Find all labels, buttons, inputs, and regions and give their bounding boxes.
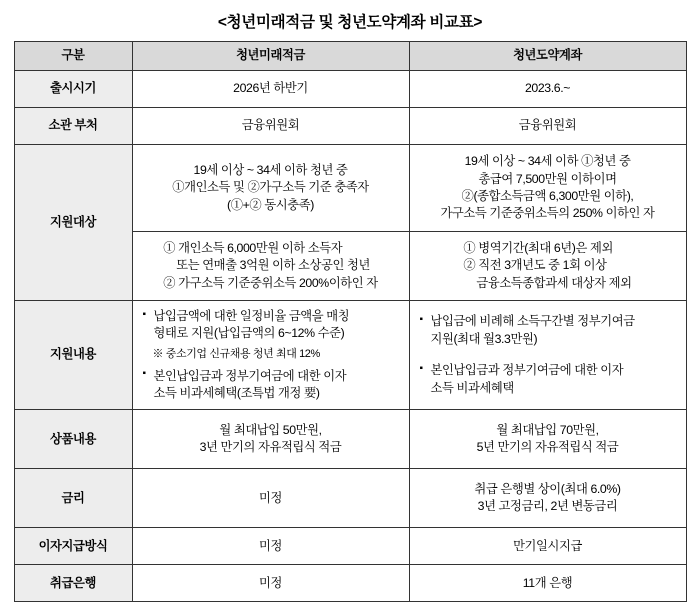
eligibility-b-line2: 총급여 7,500만원 이하이며 xyxy=(478,171,617,186)
eligibility-b-detail1: ① 병역기간(최대 6년)은 제외 xyxy=(463,240,613,255)
support-a-note: ※ 중소기업 신규채용 청년 최대 12% xyxy=(152,347,320,360)
cell-handling-banks-b: 11개 은행 xyxy=(409,565,686,602)
support-a-bullet1-line2: 형태로 지원(납입금액의 6~12% 수준) xyxy=(153,326,345,341)
product-b-line2: 5년 만기의 자유적립식 적금 xyxy=(476,440,619,455)
support-a-bullet1 xyxy=(143,308,400,343)
column-header-product-a: 청년미래적금 xyxy=(132,42,409,71)
table-row xyxy=(14,565,686,602)
support-a-bullet1-line1: 납입금액에 대한 일정비율 금액을 매칭 xyxy=(153,309,350,323)
eligibility-b-line3: ②(종합소득금액 6,300만원 이하), xyxy=(461,189,634,203)
cell-interest-rate-a: 미정 xyxy=(132,469,409,528)
cell-authority-a: 금융위원회 xyxy=(132,108,409,145)
table-header-row xyxy=(14,42,686,71)
table-row xyxy=(14,528,686,565)
table-row xyxy=(14,410,686,469)
product-a-line2: 3년 만기의 자유적립식 적금 xyxy=(199,440,342,455)
eligibility-a-detail1: ① 개인소득 6,000만원 이하 소득자 xyxy=(163,240,343,255)
support-b-bullet2 xyxy=(420,362,677,397)
page-title: <청년미래적금 및 청년도약계좌 비교표> xyxy=(217,14,483,31)
support-a-bullet2-line1: 본인납입금과 정부기여금에 대한 이자 xyxy=(153,368,347,383)
cell-product-detail-b xyxy=(409,410,686,469)
row-label-launch-date: 출시시기 xyxy=(14,71,132,108)
row-label-interest-payment: 이자지급방식 xyxy=(14,528,132,565)
cell-support-content-b xyxy=(409,301,686,410)
cell-interest-payment-a: 미정 xyxy=(132,528,409,565)
table-row xyxy=(14,469,686,528)
support-b-bullet1-line1: 납입금에 비례해 소득구간별 정부기여금 xyxy=(430,314,635,329)
cell-eligibility-a-top xyxy=(132,145,409,232)
eligibility-a-detail2: 또는 연매출 3억원 이하 소상공인 청년 xyxy=(176,258,370,273)
table-row xyxy=(14,145,686,232)
cell-handling-banks-a: 미정 xyxy=(132,565,409,602)
support-a-bullet2-line2: 소득 비과세혜택(조특법 개정 要) xyxy=(153,385,320,400)
cell-launch-date-a: 2026년 하반기 xyxy=(132,71,409,108)
column-header-product-b: 청년도약계좌 xyxy=(409,42,686,71)
cell-eligibility-b-bottom xyxy=(409,232,686,301)
table-body xyxy=(14,71,686,602)
table-row xyxy=(14,71,686,108)
interest-b-line1: 취급 은행별 상이(최대 6.0%) xyxy=(474,481,621,496)
support-b-bullet1-line2: 지원(최대 월3.3만원) xyxy=(430,331,538,346)
table-header xyxy=(14,42,686,71)
row-label-authority: 소관 부처 xyxy=(14,108,132,145)
cell-authority-b: 금융위원회 xyxy=(409,108,686,145)
eligibility-b-detail2: ② 직전 3개년도 중 1회 이상 xyxy=(463,258,607,273)
support-b-bullet2-line2: 소득 비과세혜택 xyxy=(430,380,514,395)
eligibility-a-line3: (①+② 동시충족) xyxy=(227,197,314,212)
eligibility-a-detail3: ② 가구소득 기준중위소득 200%이하인 자 xyxy=(163,275,378,290)
cell-interest-payment-b: 만기일시지급 xyxy=(409,528,686,565)
eligibility-b-line1: 19세 이상 ~ 34세 이하 ①청년 중 xyxy=(464,154,631,169)
cell-launch-date-b: 2023.6.~ xyxy=(409,71,686,108)
row-label-eligibility: 지원대상 xyxy=(14,145,132,301)
interest-b-line2: 3년 고정금리, 2년 변동금리 xyxy=(477,499,618,514)
cell-support-content-a xyxy=(132,301,409,410)
eligibility-a-line2: ①개인소득 및 ②가구소득 기준 충족자 xyxy=(172,180,369,195)
row-label-product-detail: 상품내용 xyxy=(14,410,132,469)
product-b-line1: 월 최대납입 70만원, xyxy=(496,422,599,437)
product-a-line1: 월 최대납입 50만원, xyxy=(219,422,322,437)
table-row xyxy=(14,108,686,145)
cell-product-detail-a xyxy=(132,410,409,469)
support-b-bullet2-line1: 본인납입금과 정부기여금에 대한 이자 xyxy=(430,363,624,378)
support-b-bullet1 xyxy=(420,313,677,348)
cell-interest-rate-b xyxy=(409,469,686,528)
column-header-category: 구분 xyxy=(14,42,132,71)
support-a-bullet2 xyxy=(143,368,400,403)
cell-eligibility-b-top xyxy=(409,145,686,232)
cell-eligibility-a-bottom xyxy=(132,232,409,301)
eligibility-b-detail-block xyxy=(463,240,631,292)
eligibility-a-line1: 19세 이상 ~ 34세 이하 청년 중 xyxy=(193,162,348,177)
eligibility-b-detail3: 금융소득종합과세 대상자 제외 xyxy=(476,275,632,290)
eligibility-a-detail-block xyxy=(163,240,378,292)
eligibility-b-line4: 가구소득 기준중위소득의 250% 이하인 자 xyxy=(440,206,655,221)
table-row xyxy=(14,301,686,410)
row-label-interest-rate: 금리 xyxy=(14,469,132,528)
row-label-support-content: 지원내용 xyxy=(14,301,132,410)
comparison-table xyxy=(14,41,687,602)
row-label-handling-banks: 취급은행 xyxy=(14,565,132,602)
